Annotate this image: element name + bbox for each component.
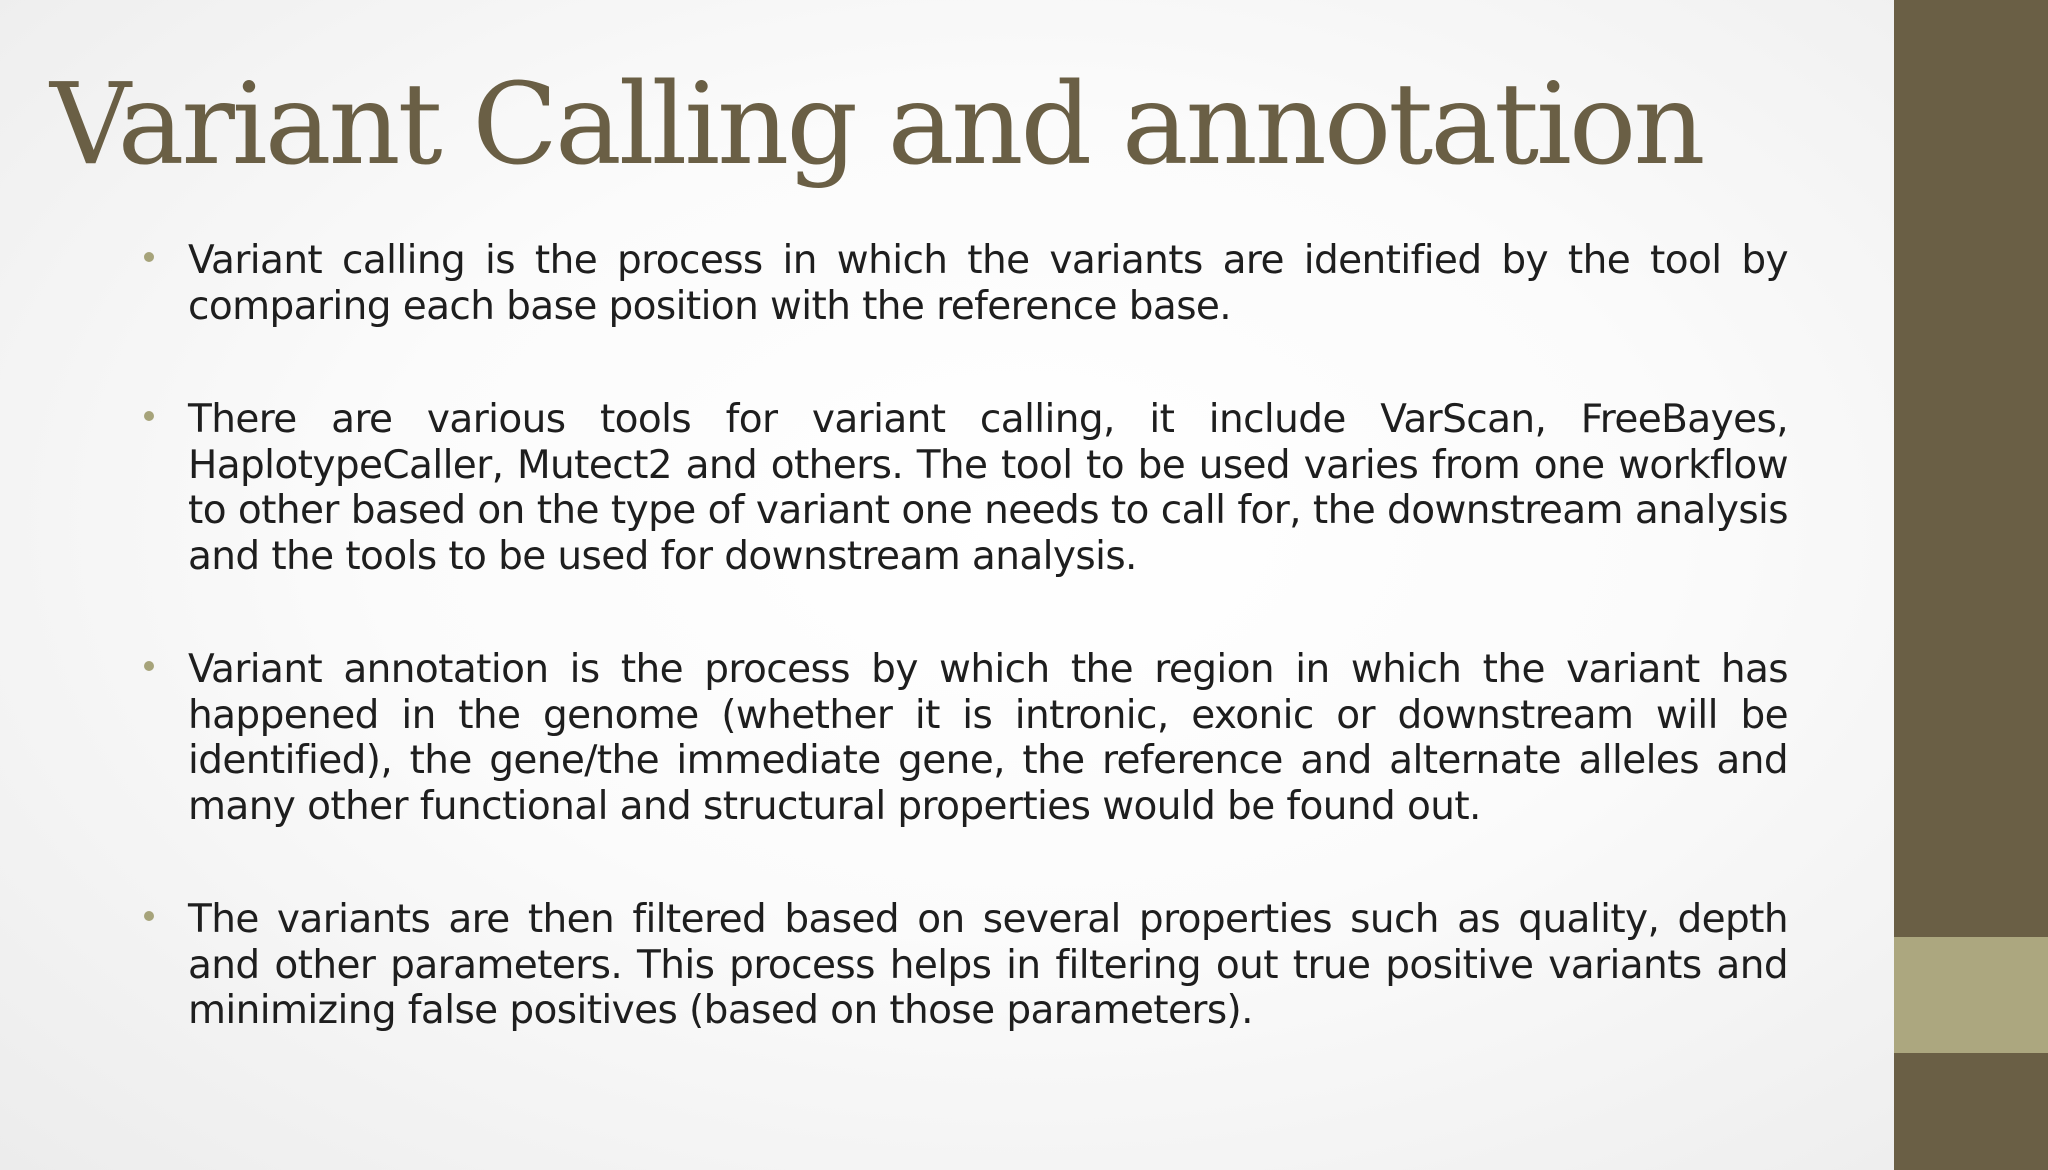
bullet-dot-icon bbox=[144, 911, 154, 921]
bullet-text: Variant calling is the process in which the variants are identified by the tool by comparing each base position with the reference base. bbox=[188, 238, 1788, 329]
bullet-item bbox=[140, 397, 1788, 579]
bullet-dot-icon bbox=[144, 252, 154, 262]
bullet-text: Variant annotation is the process by which the region in which the variant has happened in the genome (whether it is intronic, exonic or downstream will be identified), the gene/the immediate gene, the reference and alternate alleles and many other functional and structural properties would be found out. bbox=[188, 647, 1788, 829]
bullet-item bbox=[140, 897, 1788, 1034]
bullet-item bbox=[140, 647, 1788, 829]
bullet-list bbox=[140, 238, 1788, 1102]
bullet-text: The variants are then filtered based on several properties such as quality, depth and other parameters. This process helps in filtering out true positive variants and minimizing false positives (based on those parameters). bbox=[188, 897, 1788, 1033]
bullet-dot-icon bbox=[144, 411, 154, 421]
decorative-side-accent bbox=[1894, 937, 2048, 1053]
bullet-item bbox=[140, 238, 1788, 329]
slide-title: Variant Calling and annotation bbox=[50, 60, 1703, 190]
bullet-text: There are various tools for variant calling, it include VarScan, FreeBayes, HaplotypeCaller, Mutect2 and others. The tool to be used varies from one workflow to other based on the type of variant one needs to call for, the downstream analysis and the tools to be used for downstream analysis. bbox=[188, 397, 1788, 579]
bullet-dot-icon bbox=[144, 661, 154, 671]
